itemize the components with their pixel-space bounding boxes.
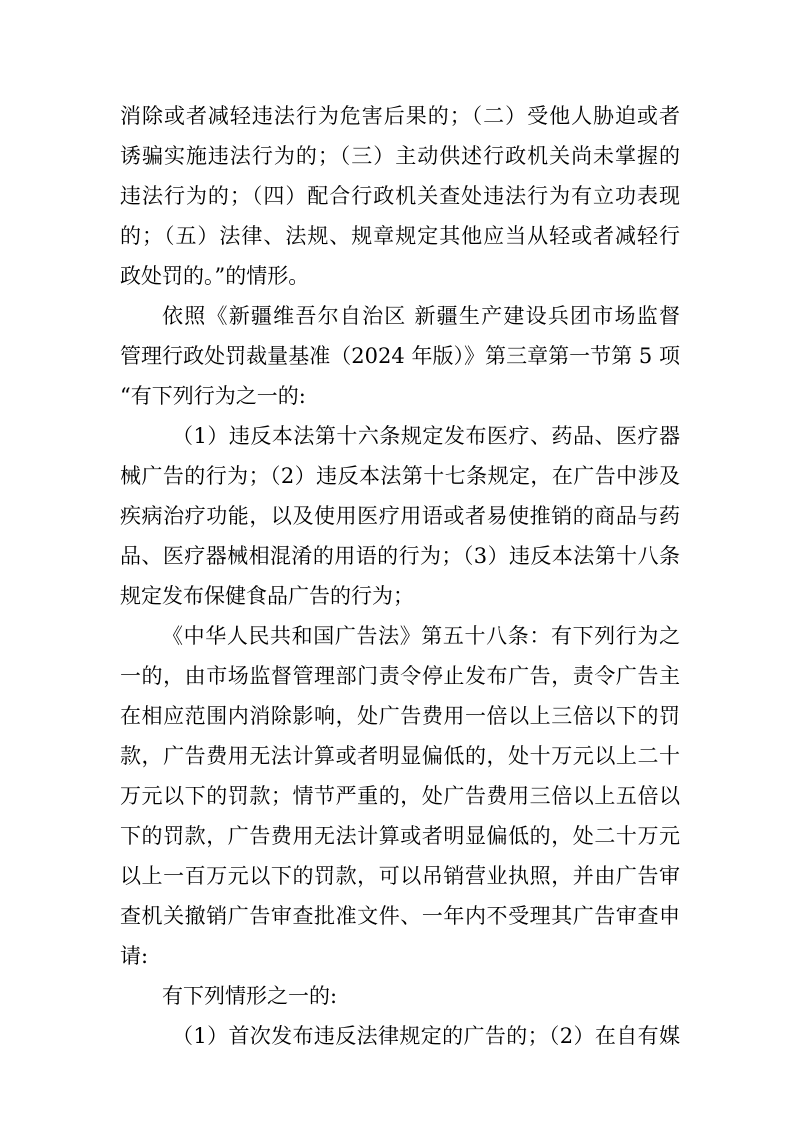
paragraph-first-line: 《中华人民共和国广告法》第五十八条：有下列行为之 [162, 624, 680, 648]
list-item-first-line: （1）首次发布违反法律规定的广告的；（2）在自有媒 [172, 1024, 680, 1048]
text-line: 诱骗实施违法行为的；（三）主动供述行政机关尚未掌握的 [120, 144, 680, 168]
text-line: 查机关撤销广告审查批准文件、一年内不受理其广告审查申 [120, 904, 680, 928]
text-line: 疾病治疗功能，以及使用医疗用语或者易使推销的商品与药 [120, 504, 680, 528]
text-line: 违法行为的；（四）配合行政机关查处违法行为有立功表现 [120, 184, 680, 208]
text-line: 的；（五）法律、法规、规章规定其他应当从轻或者减轻行 [120, 224, 680, 248]
text-line: 一的，由市场监督管理部门责令停止发布广告，责令广告主 [120, 664, 680, 688]
text-line: 下的罚款，广告费用无法计算或者明显偏低的，处二十万元 [120, 824, 680, 848]
text-line: 规定发布保健食品广告的行为； [120, 584, 414, 608]
text-line: “有下列行为之一的: [120, 384, 306, 408]
text-line: 械广告的行为；（2）违反本法第十七条规定，在广告中涉及 [120, 464, 680, 488]
text-line: 在相应范围内消除影响，处广告费用一倍以上三倍以下的罚 [120, 704, 680, 728]
list-item-first-line: （1）违反本法第十六条规定发布医疗、药品、医疗器 [172, 424, 680, 448]
document-body [120, 96, 680, 1056]
text-line: 请: [120, 944, 149, 968]
text-line: 消除或者减轻违法行为危害后果的；（二）受他人胁迫或者 [120, 104, 680, 128]
paragraph-first-line: 依照《新疆维吾尔自治区 新疆生产建设兵团市场监督 [162, 304, 680, 328]
text-line: 万元以下的罚款；情节严重的，处广告费用三倍以上五倍以 [120, 784, 680, 808]
text-line: 品、医疗器械相混淆的用语的行为；（3）违反本法第十八条 [120, 544, 680, 568]
text-line: 管理行政处罚裁量基准（2024 年版）》第三章第一节第 5 项 [120, 344, 680, 368]
text-line: 以上一百万元以下的罚款，可以吊销营业执照，并由广告审 [120, 864, 680, 888]
paragraph-first-line: 有下列情形之一的: [162, 984, 338, 1008]
text-line: 款，广告费用无法计算或者明显偏低的，处十万元以上二十 [120, 744, 680, 768]
text-line: 政处罚的。”的情形。 [120, 264, 310, 288]
